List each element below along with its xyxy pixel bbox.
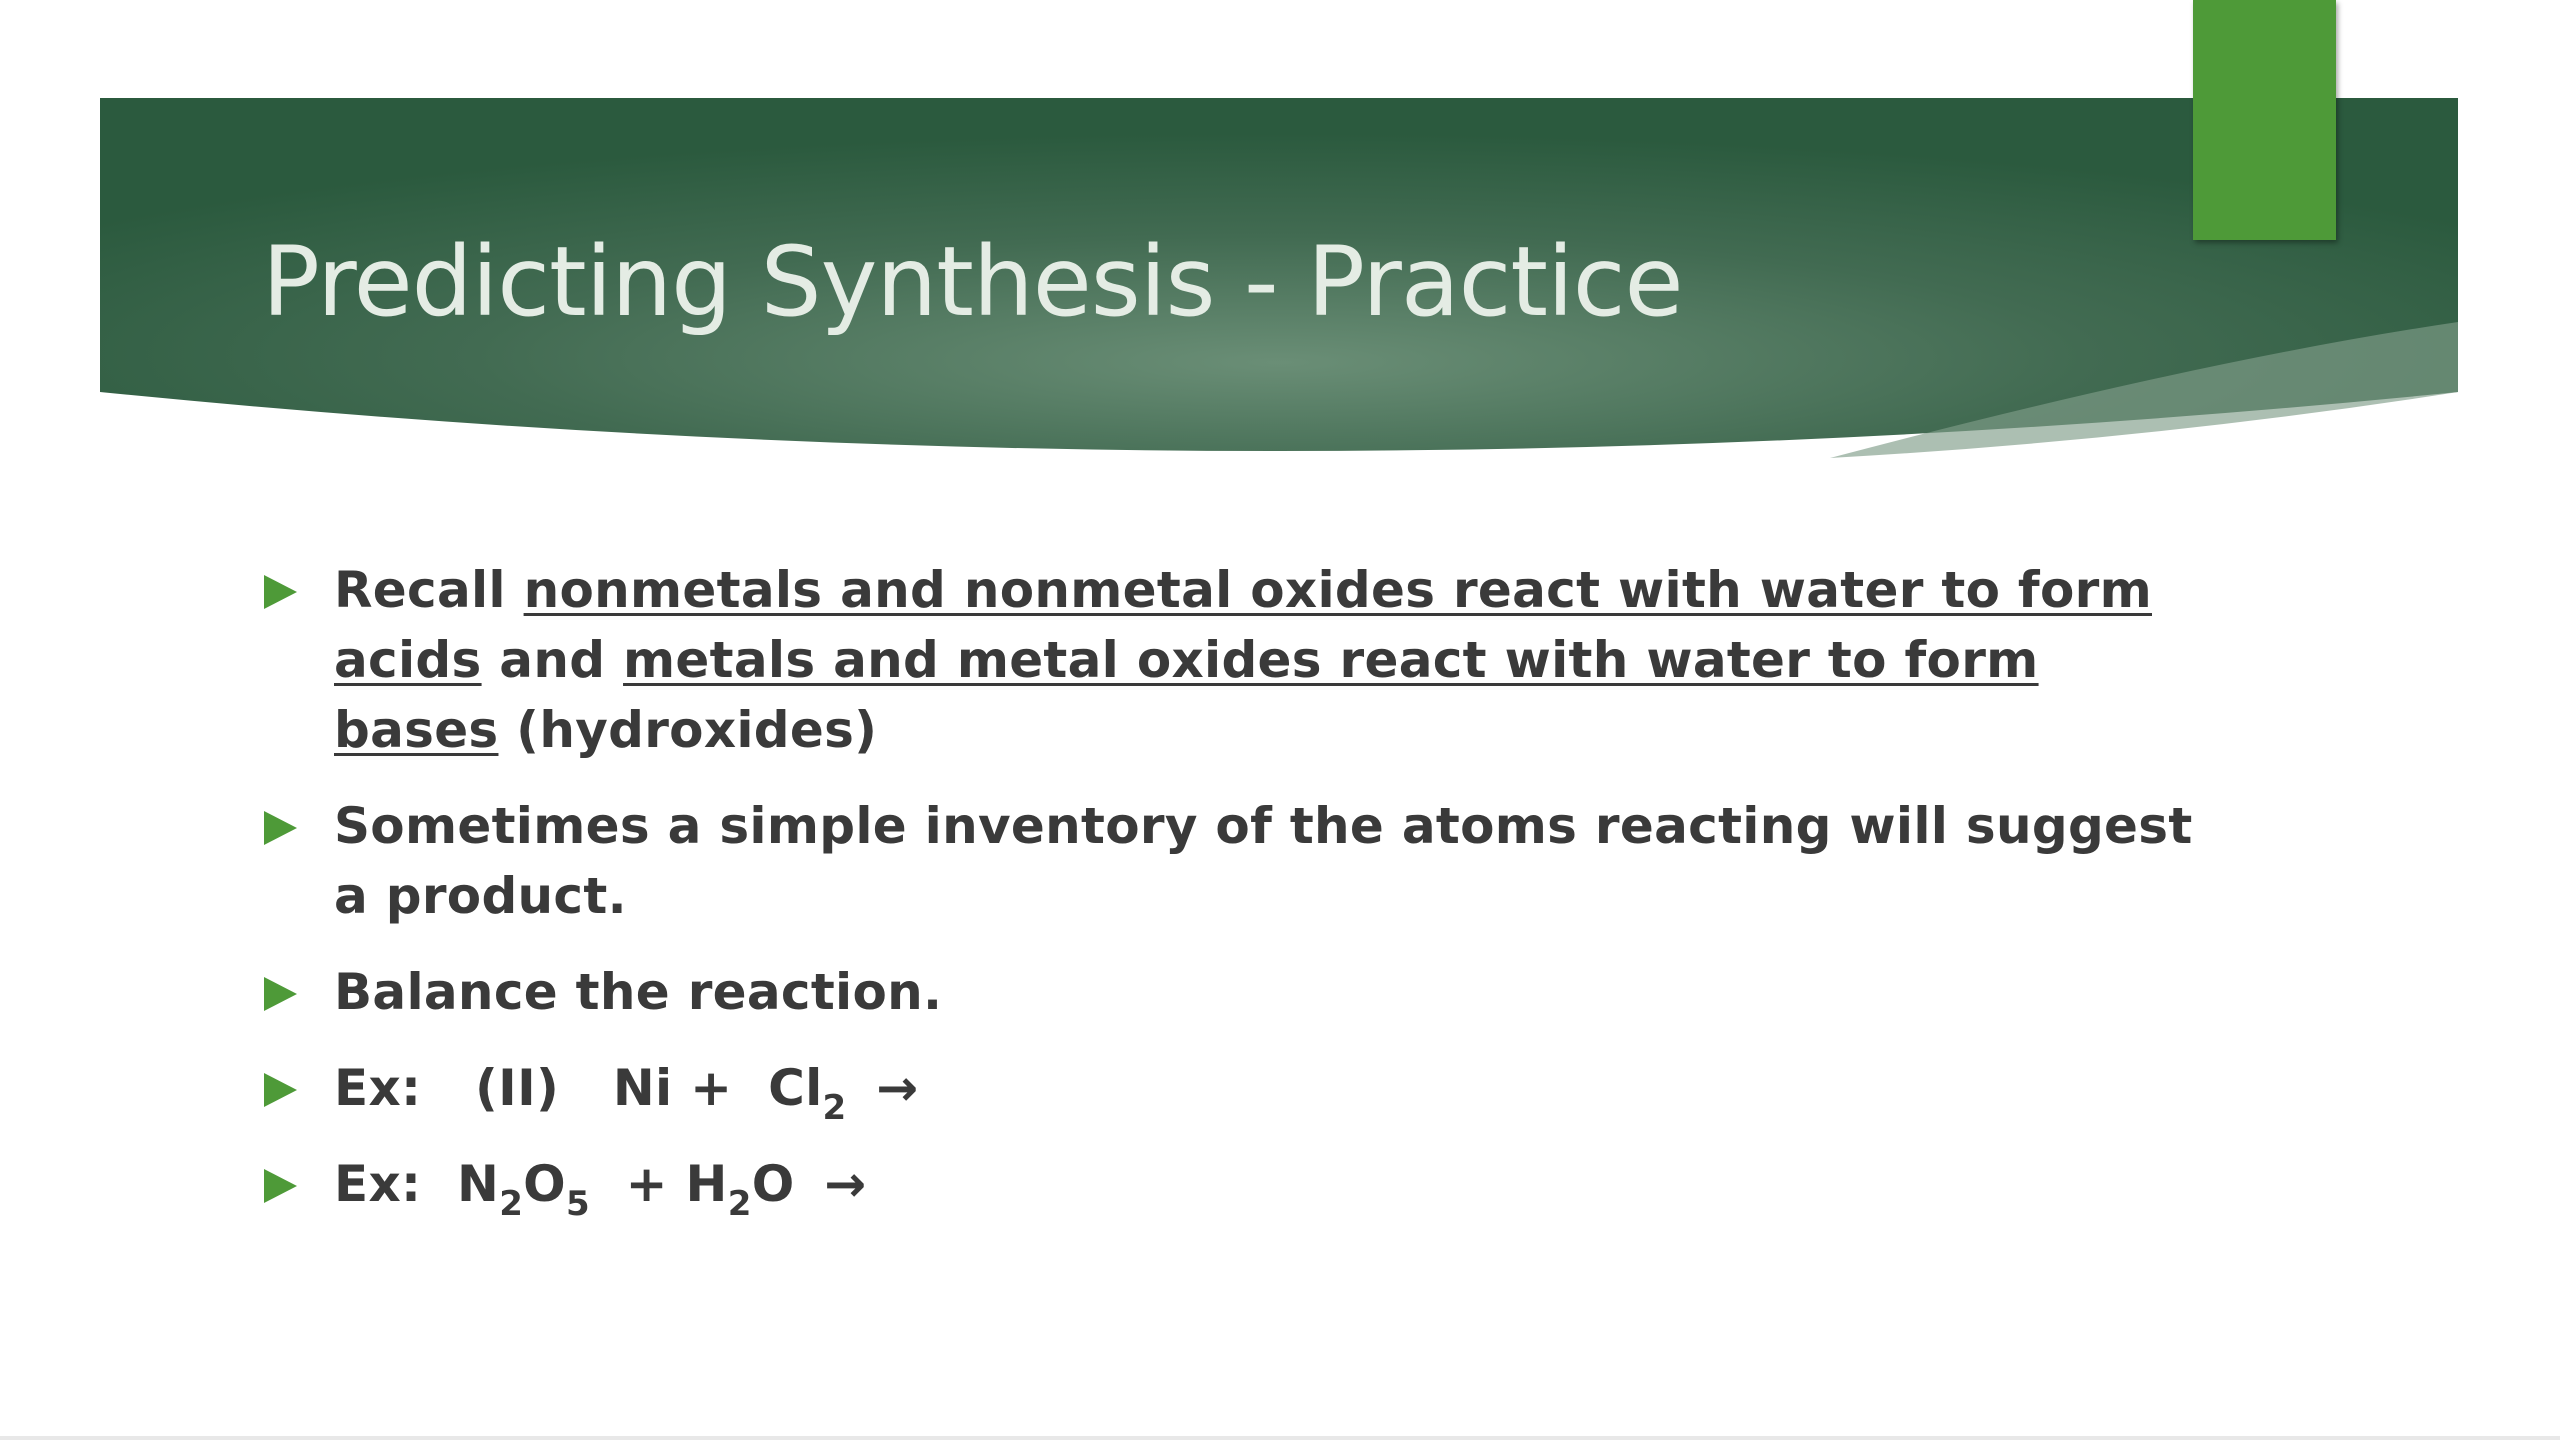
formula-water: + $H_2O$ bbox=[625, 1155, 795, 1224]
triangle-right-icon bbox=[264, 977, 297, 1011]
bullet-list bbox=[262, 555, 2202, 1245]
oxidation-state: (II) bbox=[475, 1059, 560, 1117]
triangle-right-icon bbox=[264, 575, 297, 609]
example-label: Ex: bbox=[334, 1059, 422, 1117]
bullet-text: (hydroxides) bbox=[498, 701, 878, 759]
example-label: Ex: bbox=[334, 1155, 422, 1213]
arrow-right-icon: → bbox=[876, 1059, 919, 1117]
underlined-phrase: metals and metal oxides react with water to form bases bbox=[334, 631, 2039, 759]
triangle-right-icon bbox=[264, 811, 297, 845]
bullet-example-nickel bbox=[262, 1053, 2202, 1128]
bullet-example-dinitrogen bbox=[262, 1149, 2202, 1224]
slide-title: Predicting Synthesis - Practice bbox=[262, 226, 1683, 338]
bullet-recall bbox=[262, 555, 2202, 765]
underlined-phrase: nonmetals and nonmetal oxides react with water to form acids bbox=[334, 561, 2152, 689]
bullet-text: Sometimes a simple inventory of the atoms reacting will suggest a product. bbox=[334, 797, 2193, 925]
bullet-text: Balance the reaction. bbox=[334, 963, 943, 1021]
triangle-right-icon bbox=[264, 1169, 297, 1203]
bullet-text: and bbox=[481, 631, 624, 689]
bullet-balance bbox=[262, 957, 2202, 1027]
slide-bottom-edge bbox=[0, 1436, 2560, 1440]
arrow-right-icon: → bbox=[824, 1155, 867, 1213]
reactant-chlorine: $Cl_2$ bbox=[768, 1059, 847, 1128]
triangle-right-icon bbox=[264, 1073, 297, 1107]
accent-tab bbox=[2193, 0, 2336, 240]
bullet-text: Recall bbox=[334, 561, 524, 619]
reactant-nickel: Ni + bbox=[612, 1059, 733, 1117]
bullet-inventory bbox=[262, 791, 2202, 931]
formula-n2o5: $N_2O_5$ bbox=[457, 1155, 590, 1224]
